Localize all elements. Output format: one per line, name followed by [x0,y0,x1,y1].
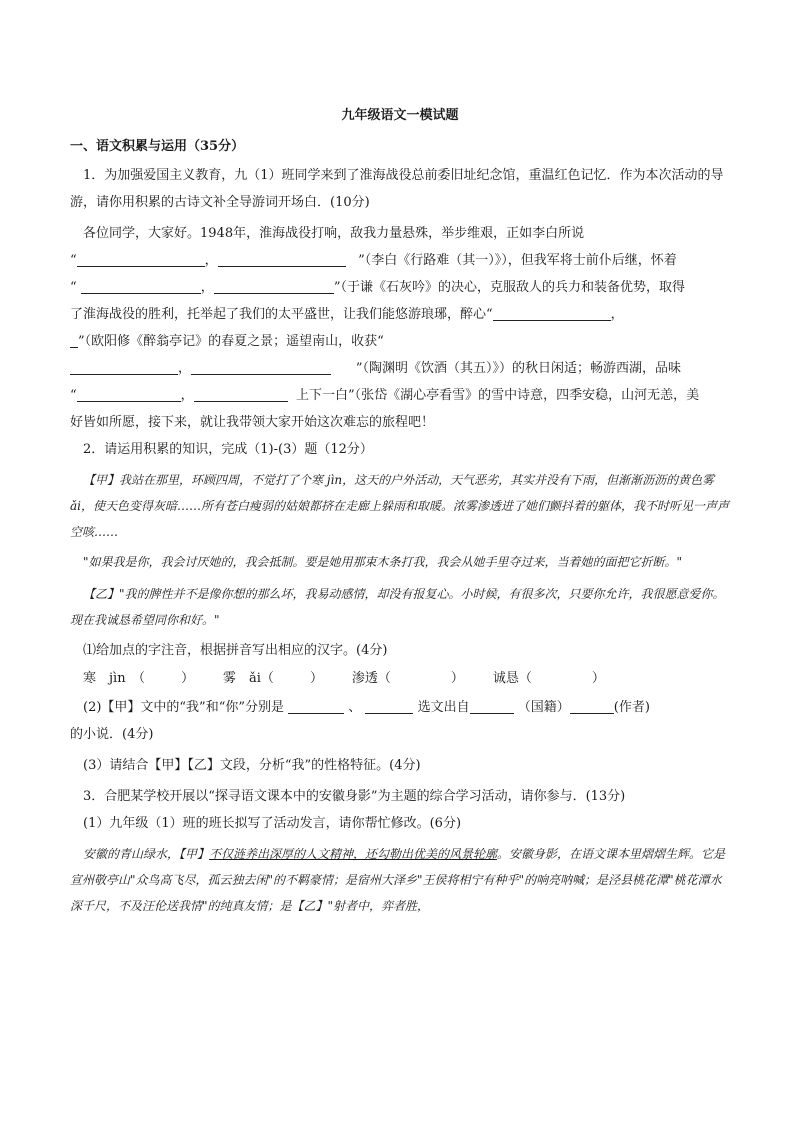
q1-line8: 好皆如所愿，接下来，就让我带领大家开始这次难忘的旅程吧！ [70,415,435,430]
answer-blank[interactable] [470,699,514,714]
passage-jia-quote: "如果我是你，我会讨厌她的，我会抵制。要是她用那束木条打我，我会从她手里夺过来，当着她的面把它折断。" [83,555,683,569]
answer-blank[interactable] [77,252,205,267]
answer-blank[interactable] [70,360,178,375]
passage-jia: 【甲】我站在那里，环顾四周，不觉打了个寒 jìn，这天的户外活动，天气恶劣，其实并没有下雨，但渐渐沥沥的黄色雾 ǎi，使天色变得灰暗……所有苍白瘦弱的姑娘都挤在走廊上躲雨和取暖。浓雾渗透进了她们颤抖着的躯体，我不时听见一声声空咳…… [70,473,729,539]
underlined-sentence: 不仅涟养出深厚的人文精神，还勾勒出优美的风景轮廓 [209,847,498,861]
q1-line4: 了淮海战役的胜利，托举起了我们的太平盛世，让我们能悠游琅琊，醉心“ ， [70,307,624,322]
q2-sub3: (3）请结合【甲】【乙】文段，分析“我”的性格特征。(4分) [83,758,421,773]
q2-stem: 2．请运用积累的知识，完成（1)-(3）题（12分） [83,442,373,457]
q1-line3: “ ， ”（于谦《石灰吟》的决心，克服敌人的兵力和装备优势，取得 [70,280,685,295]
q1-line7: “ ， 上下一白”（张岱《湖心亭看雪》的雪中诗意，四季安稳，山河无恙，美 [70,388,700,403]
answer-blank[interactable] [194,387,288,402]
exam-page [70,96,730,919]
answer-blank[interactable] [81,279,201,294]
answer-blank[interactable] [77,387,181,402]
q2-sub1: ⑴给加点的字注音，根据拼音写出相应的汉字。(4分) [83,643,388,658]
section-heading: 一、语文积累与运用（35分） [70,139,245,154]
answer-blank[interactable] [493,306,611,321]
pinyin-row: 寒 jìn （ ） 雾 ǎi（ ） 渗透（ ） 诚恳（ ） [83,671,605,686]
q1-line1: 各位同学，大家好。1948年，淮海战役打响，敌我力量悬殊，举步维艰，正如李白所说 [83,226,585,241]
q2-sub2: (2)【甲】文中的“我”和“你”分别是 、 选文出自 （国籍） (作者) [83,700,650,715]
q2-sub2-end: 的小说．(4分) [70,727,154,742]
q3-sub1: (1）九年级（1）班的班长拟写了活动发言，请你帮忙修改。(6分) [83,816,462,831]
answer-blank[interactable] [288,699,344,714]
answer-blank[interactable] [365,699,413,714]
answer-blank[interactable] [570,699,614,714]
answer-blank[interactable] [191,360,331,375]
answer-blank[interactable] [70,333,78,348]
page-title: 九年级语文一模试题 [341,108,459,123]
q1-line2: “ ， ”（李白《行路难（其一）》），但我军将士前仆后继，怀着 [70,253,677,268]
q3-passage: 安徽的青山绿水，【甲】不仅涟养出深厚的人文精神，还勾勒出优美的风景轮廓。安徽身影，在语文课本里熠熠生辉。它是宣州敬亭山"众鸟高飞尽，孤云独去闲"的不羁豪情；是宿州大泽乡"王侯将相宁有种乎"的响亮呐喊；是泾县桃花潭"桃花潭水深千尺，不及汪伦送我情"的纯真友情；是【乙】"射者中，弈者胜， [70,847,726,913]
q3-stem: 3．合肥某学校开展以“探寻语文课本中的安徽身影”为主题的综合学习活动，请你参与．(13分) [83,789,626,804]
q1-stem: 1．为加强爱国主义教育，九（1）班同学来到了淮海战役总前委旧址纪念馆，重温红色记忆．作为本次活动的导游，请你用积累的古诗文补全导游词开场白．(10分) [70,168,724,210]
answer-blank[interactable] [214,279,334,294]
passage-yi: 【乙】"我的脾性并不是像你想的那么坏，我易动感情，却没有报复心。小时候，有很多次，只要你允许，我很愿意爱你。现在我诚恳希望同你和好。" [70,587,725,627]
q1-line5: ”（欧阳修《醉翁亭记》的春夏之景；遥望南山，收获“ [70,328,730,355]
answer-blank[interactable] [218,252,346,267]
q1-line6: ， ”（陶渊明《饮酒（其五）》）的秋日闲适；畅游西湖，品味 [70,355,730,382]
